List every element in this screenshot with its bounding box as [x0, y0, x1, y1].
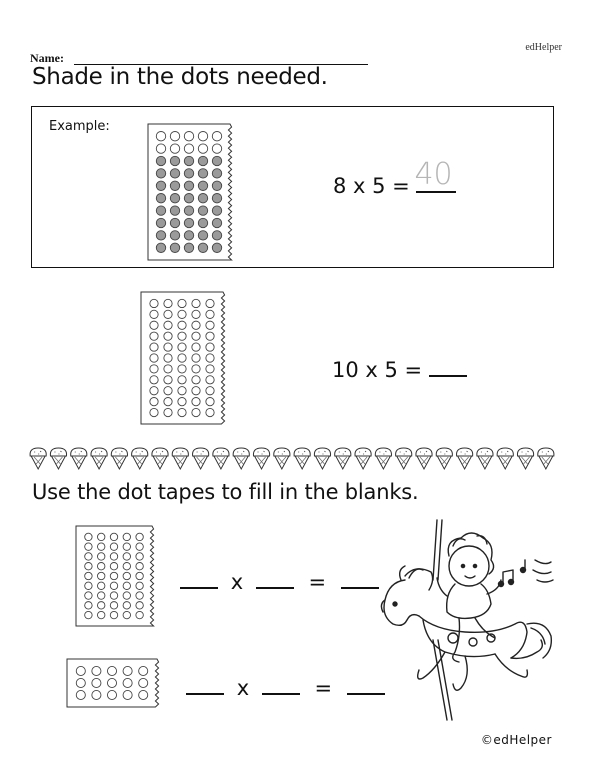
dot[interactable]: [192, 397, 200, 405]
dot[interactable]: [178, 397, 186, 405]
dot[interactable]: [178, 343, 186, 351]
dot[interactable]: [97, 543, 104, 550]
dot[interactable]: [110, 582, 117, 589]
ice-cream-cone-icon: [50, 448, 66, 469]
problem-2a-blank-2[interactable]: [256, 567, 294, 589]
shaded-dot[interactable]: [198, 181, 207, 190]
shaded-dot[interactable]: [170, 243, 179, 252]
section-2-instruction: Use the dot tapes to fill in the blanks.: [32, 480, 419, 504]
shaded-dot[interactable]: [198, 169, 207, 178]
dot[interactable]: [178, 321, 186, 329]
problem-2b-blank-2[interactable]: [262, 673, 300, 695]
shaded-dot[interactable]: [184, 243, 193, 252]
problem-1-equation: [332, 355, 467, 382]
dot[interactable]: [192, 343, 200, 351]
shaded-dot[interactable]: [170, 169, 179, 178]
section-1-instruction: Shade in the dots needed.: [32, 64, 328, 90]
example-equation: [333, 157, 456, 198]
ice-cream-cone-icon: [538, 448, 554, 469]
problem-2b-dot-tape: [63, 655, 161, 711]
shaded-dot[interactable]: [156, 156, 165, 165]
dot[interactable]: [178, 365, 186, 373]
dot[interactable]: [206, 397, 214, 405]
dot[interactable]: [123, 543, 130, 550]
dot[interactable]: [178, 310, 186, 318]
problem-2a-blank-1[interactable]: [180, 567, 218, 589]
dot[interactable]: [192, 376, 200, 384]
dot[interactable]: [97, 533, 104, 540]
shaded-dot[interactable]: [170, 181, 179, 190]
dot[interactable]: [85, 572, 92, 579]
problem-2b-blank-1[interactable]: [186, 673, 224, 695]
shaded-dot[interactable]: [184, 169, 193, 178]
ice-cream-border: [28, 447, 556, 471]
dot[interactable]: [178, 299, 186, 307]
ice-cream-cone-icon: [497, 448, 513, 469]
dot[interactable]: [206, 310, 214, 318]
ice-cream-cone-icon: [253, 448, 269, 469]
dot[interactable]: [92, 666, 101, 675]
dot[interactable]: [85, 611, 92, 618]
dot[interactable]: [123, 666, 132, 675]
dot[interactable]: [178, 376, 186, 384]
dot[interactable]: [178, 408, 186, 416]
dot[interactable]: [136, 572, 143, 579]
dot[interactable]: [123, 690, 132, 699]
dot[interactable]: [206, 365, 214, 373]
times-sign: x: [236, 676, 250, 700]
shaded-dot[interactable]: [184, 218, 193, 227]
dot[interactable]: [85, 563, 92, 570]
ice-cream-cone-icon: [213, 448, 229, 469]
equals-sign: =: [314, 676, 333, 700]
dot[interactable]: [164, 408, 172, 416]
ice-cream-cone-icon: [416, 448, 432, 469]
shaded-dot[interactable]: [184, 231, 193, 240]
dot[interactable]: [136, 563, 143, 570]
problem-2a-dot-tape: [72, 522, 156, 630]
dot[interactable]: [92, 678, 101, 687]
shaded-dot[interactable]: [198, 231, 207, 240]
dot[interactable]: [136, 582, 143, 589]
problem-2b-equation: [186, 673, 385, 700]
dot[interactable]: [164, 354, 172, 362]
dot[interactable]: [123, 582, 130, 589]
ice-cream-cone-icon: [355, 448, 371, 469]
dot[interactable]: [150, 376, 158, 384]
dot[interactable]: [110, 611, 117, 618]
shaded-dot[interactable]: [184, 206, 193, 215]
dot[interactable]: [107, 678, 116, 687]
shaded-dot[interactable]: [170, 218, 179, 227]
ice-cream-cone-icon: [314, 448, 330, 469]
dot[interactable]: [123, 678, 132, 687]
shaded-dot[interactable]: [198, 193, 207, 202]
ice-cream-cone-icon: [396, 448, 412, 469]
dot[interactable]: [206, 387, 214, 395]
shaded-dot[interactable]: [198, 156, 207, 165]
problem-1-dot-tape[interactable]: [137, 288, 227, 428]
dot[interactable]: [139, 678, 148, 687]
copyright-text: ©edHelper: [480, 733, 552, 747]
dot[interactable]: [206, 321, 214, 329]
dot[interactable]: [192, 332, 200, 340]
ice-cream-cone-icon: [517, 448, 533, 469]
dot[interactable]: [150, 321, 158, 329]
shaded-dot[interactable]: [212, 206, 221, 215]
dot[interactable]: [123, 602, 130, 609]
shaded-dot[interactable]: [198, 218, 207, 227]
ice-cream-cone-icon: [233, 448, 249, 469]
dot[interactable]: [76, 690, 85, 699]
shaded-dot[interactable]: [156, 193, 165, 202]
dot[interactable]: [164, 332, 172, 340]
ice-cream-cone-icon: [477, 448, 493, 469]
dot[interactable]: [206, 354, 214, 362]
dot[interactable]: [164, 310, 172, 318]
shaded-dot[interactable]: [212, 218, 221, 227]
dot[interactable]: [85, 602, 92, 609]
dot[interactable]: [85, 553, 92, 560]
problem-1-equation-text: 10 x 5 =: [332, 358, 423, 382]
shaded-dot[interactable]: [198, 206, 207, 215]
dot[interactable]: [178, 387, 186, 395]
dot[interactable]: [110, 572, 117, 579]
dot[interactable]: [206, 332, 214, 340]
dot[interactable]: [97, 582, 104, 589]
ice-cream-cone-icon: [457, 448, 473, 469]
ice-cream-cone-icon: [30, 448, 46, 469]
dot[interactable]: [192, 321, 200, 329]
dot[interactable]: [150, 387, 158, 395]
dot[interactable]: [123, 533, 130, 540]
dot[interactable]: [178, 332, 186, 340]
dot[interactable]: [150, 332, 158, 340]
dot[interactable]: [97, 563, 104, 570]
dot[interactable]: [170, 131, 179, 140]
dot[interactable]: [123, 592, 130, 599]
dot[interactable]: [206, 408, 214, 416]
times-sign: x: [230, 570, 244, 594]
shaded-dot[interactable]: [170, 206, 179, 215]
shaded-dot[interactable]: [170, 193, 179, 202]
problem-1-answer-blank[interactable]: [429, 355, 467, 377]
dot[interactable]: [184, 144, 193, 153]
dot[interactable]: [85, 582, 92, 589]
dot[interactable]: [164, 321, 172, 329]
dot[interactable]: [110, 602, 117, 609]
dot[interactable]: [156, 131, 165, 140]
shaded-dot[interactable]: [198, 243, 207, 252]
dot[interactable]: [192, 408, 200, 416]
shaded-dot[interactable]: [156, 206, 165, 215]
dot[interactable]: [198, 144, 207, 153]
name-label: Name:: [30, 51, 64, 65]
dot[interactable]: [178, 354, 186, 362]
dot[interactable]: [85, 543, 92, 550]
shaded-dot[interactable]: [184, 193, 193, 202]
problem-2a-equation: [180, 567, 379, 594]
dot[interactable]: [139, 690, 148, 699]
ice-cream-cone-icon: [132, 448, 148, 469]
dot[interactable]: [136, 602, 143, 609]
shaded-dot[interactable]: [212, 156, 221, 165]
example-equation-text: 8 x 5 =: [333, 174, 410, 198]
dot[interactable]: [110, 543, 117, 550]
dot[interactable]: [150, 365, 158, 373]
dot[interactable]: [206, 299, 214, 307]
dot[interactable]: [123, 572, 130, 579]
dot[interactable]: [97, 592, 104, 599]
dot[interactable]: [139, 666, 148, 675]
equals-sign: =: [308, 570, 327, 594]
ice-cream-cone-icon: [111, 448, 127, 469]
ice-cream-cone-icon: [335, 448, 351, 469]
dot[interactable]: [170, 144, 179, 153]
shaded-dot[interactable]: [212, 243, 221, 252]
dot[interactable]: [164, 365, 172, 373]
dot[interactable]: [150, 397, 158, 405]
dot[interactable]: [150, 299, 158, 307]
dot[interactable]: [110, 533, 117, 540]
dot[interactable]: [150, 354, 158, 362]
dot[interactable]: [164, 299, 172, 307]
dot[interactable]: [192, 354, 200, 362]
ice-cream-cone-icon: [193, 448, 209, 469]
dot[interactable]: [150, 408, 158, 416]
ice-cream-cone-icon: [274, 448, 290, 469]
example-label: Example:: [49, 119, 110, 134]
shaded-dot[interactable]: [156, 243, 165, 252]
shaded-dot[interactable]: [184, 181, 193, 190]
ice-cream-cone-icon: [71, 448, 87, 469]
dot[interactable]: [164, 387, 172, 395]
example-dot-tape: [144, 120, 234, 264]
ice-cream-cone-icon: [91, 448, 107, 469]
dot[interactable]: [85, 533, 92, 540]
ice-cream-cone-icon: [375, 448, 391, 469]
dot[interactable]: [192, 299, 200, 307]
dot[interactable]: [97, 611, 104, 618]
dot[interactable]: [123, 553, 130, 560]
shaded-dot[interactable]: [212, 193, 221, 202]
dot[interactable]: [164, 376, 172, 384]
shaded-dot[interactable]: [212, 231, 221, 240]
dot[interactable]: [192, 310, 200, 318]
dot[interactable]: [123, 563, 130, 570]
shaded-dot[interactable]: [170, 231, 179, 240]
dot[interactable]: [92, 690, 101, 699]
shaded-dot[interactable]: [212, 181, 221, 190]
dot[interactable]: [97, 602, 104, 609]
carousel-girl-illustration: [375, 520, 565, 720]
dot[interactable]: [206, 376, 214, 384]
dot[interactable]: [136, 533, 143, 540]
ice-cream-cone-icon: [152, 448, 168, 469]
dot[interactable]: [85, 592, 92, 599]
dot[interactable]: [156, 144, 165, 153]
dot[interactable]: [184, 131, 193, 140]
shaded-dot[interactable]: [156, 231, 165, 240]
shaded-dot[interactable]: [156, 218, 165, 227]
ice-cream-cone-icon: [436, 448, 452, 469]
shaded-dot[interactable]: [212, 169, 221, 178]
shaded-dot[interactable]: [170, 156, 179, 165]
dot[interactable]: [110, 592, 117, 599]
dot[interactable]: [136, 592, 143, 599]
ice-cream-cone-icon: [172, 448, 188, 469]
dot[interactable]: [206, 343, 214, 351]
ice-cream-cone-icon: [294, 448, 310, 469]
dot[interactable]: [164, 397, 172, 405]
dot[interactable]: [136, 543, 143, 550]
dot[interactable]: [150, 343, 158, 351]
example-answer: 40: [414, 157, 453, 192]
dot[interactable]: [97, 553, 104, 560]
example-answer-blank: [414, 157, 456, 193]
dot[interactable]: [107, 690, 116, 699]
dot[interactable]: [76, 678, 85, 687]
shaded-dot[interactable]: [184, 156, 193, 165]
problem-2a-blank-3[interactable]: [341, 567, 379, 589]
shaded-dot[interactable]: [156, 181, 165, 190]
dot[interactable]: [164, 343, 172, 351]
dot[interactable]: [107, 666, 116, 675]
brand-text: edHelper: [525, 42, 562, 53]
dot[interactable]: [110, 563, 117, 570]
dot[interactable]: [136, 611, 143, 618]
dot[interactable]: [76, 666, 85, 675]
shaded-dot[interactable]: [156, 169, 165, 178]
dot[interactable]: [212, 131, 221, 140]
dot[interactable]: [198, 131, 207, 140]
dot[interactable]: [110, 553, 117, 560]
dot[interactable]: [192, 387, 200, 395]
dot[interactable]: [97, 572, 104, 579]
dot[interactable]: [136, 553, 143, 560]
dot[interactable]: [123, 611, 130, 618]
dot[interactable]: [192, 365, 200, 373]
dot[interactable]: [212, 144, 221, 153]
dot[interactable]: [150, 310, 158, 318]
